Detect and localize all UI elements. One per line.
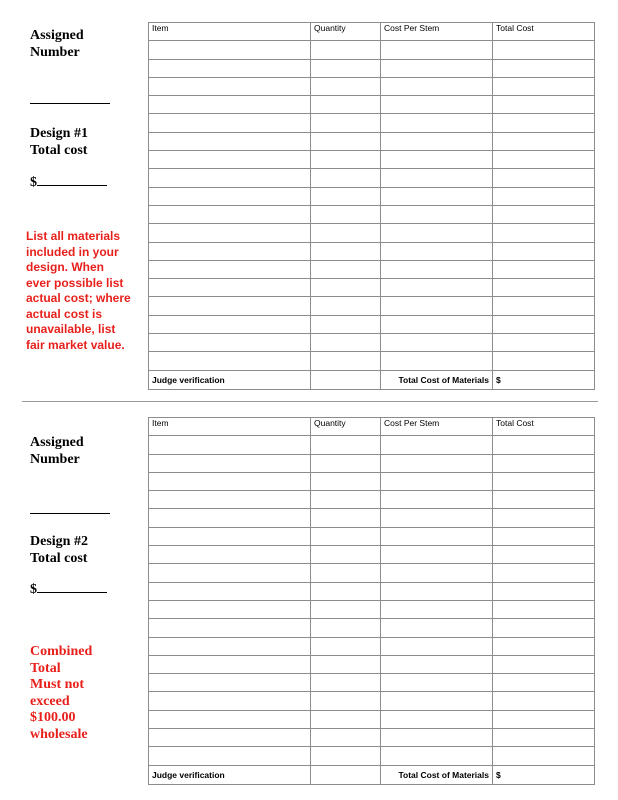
total-cost-cell[interactable] — [493, 242, 595, 260]
quantity-cell[interactable] — [311, 77, 381, 95]
total-cost-cell[interactable] — [493, 352, 595, 370]
total-cost-cell[interactable] — [493, 96, 595, 114]
quantity-cell[interactable] — [311, 527, 381, 545]
quantity-cell[interactable] — [311, 655, 381, 673]
materials-cost-table — [148, 417, 595, 785]
table-row — [149, 334, 595, 352]
judge-verification-label: Judge verification — [149, 370, 311, 389]
note-line: List all materials — [26, 229, 121, 243]
note-line: exceed — [30, 693, 70, 709]
quantity-cell[interactable] — [311, 472, 381, 490]
table-row — [149, 224, 595, 242]
total-cost-cell[interactable] — [493, 260, 595, 278]
quantity-cell[interactable] — [311, 710, 381, 728]
item-cell[interactable] — [149, 436, 311, 454]
cost-per-stem-cell[interactable] — [381, 600, 493, 618]
total-cost-cell[interactable] — [493, 509, 595, 527]
cost-per-stem-cell[interactable] — [381, 260, 493, 278]
total-cost-of-materials-value[interactable]: $ — [493, 765, 595, 784]
cost-per-stem-cell[interactable] — [381, 169, 493, 187]
item-cell[interactable] — [149, 187, 311, 205]
cost-per-stem-cell[interactable] — [381, 747, 493, 765]
assigned-number-label — [30, 27, 84, 61]
header-quantity: Quantity — [311, 418, 381, 436]
quantity-cell[interactable] — [311, 59, 381, 77]
quantity-cell[interactable] — [311, 169, 381, 187]
total-cost-cell[interactable] — [493, 674, 595, 692]
assigned-label-line-2: Number — [30, 45, 80, 60]
quantity-cell[interactable] — [311, 297, 381, 315]
item-cell[interactable] — [149, 169, 311, 187]
design-label: Design #2 — [30, 534, 88, 549]
cost-per-stem-cell[interactable] — [381, 315, 493, 333]
table-row — [149, 637, 595, 655]
header-cost-per-stem: Cost Per Stem — [381, 23, 493, 41]
table-row — [149, 352, 595, 370]
note-line: design. When — [26, 260, 104, 274]
table-footer-row — [149, 765, 595, 784]
note-line: actual cost; where — [26, 291, 131, 305]
total-cost-cell[interactable] — [493, 132, 595, 150]
total-cost-label: Total cost — [30, 143, 88, 158]
item-cell[interactable] — [149, 114, 311, 132]
total-cost-cell[interactable] — [493, 59, 595, 77]
cost-per-stem-cell[interactable] — [381, 187, 493, 205]
item-cell[interactable] — [149, 655, 311, 673]
note-line: wholesale — [30, 726, 88, 742]
cost-per-stem-cell[interactable] — [381, 509, 493, 527]
table-row — [149, 472, 595, 490]
cost-per-stem-cell[interactable] — [381, 352, 493, 370]
quantity-cell[interactable] — [311, 205, 381, 223]
cost-per-stem-cell[interactable] — [381, 224, 493, 242]
assigned-number-label — [30, 434, 84, 468]
quantity-cell[interactable] — [311, 491, 381, 509]
header-item: Item — [149, 23, 311, 41]
quantity-cell[interactable] — [311, 747, 381, 765]
table-row — [149, 747, 595, 765]
table-row — [149, 187, 595, 205]
quantity-cell[interactable] — [311, 352, 381, 370]
item-cell[interactable] — [149, 352, 311, 370]
dollar-sign: $ — [30, 175, 37, 190]
blank-line — [37, 172, 107, 186]
quantity-cell[interactable] — [311, 509, 381, 527]
assigned-label-line-1: Assigned — [30, 435, 84, 450]
cost-per-stem-cell[interactable] — [381, 546, 493, 564]
table-row — [149, 260, 595, 278]
total-cost-of-materials-label: Total Cost of Materials — [381, 370, 493, 389]
note-line: fair market value. — [26, 337, 125, 352]
cost-per-stem-cell[interactable] — [381, 151, 493, 169]
table-row — [149, 151, 595, 169]
quantity-cell[interactable] — [311, 114, 381, 132]
header-quantity: Quantity — [311, 23, 381, 41]
total-cost-cell[interactable] — [493, 169, 595, 187]
judge-verification-label: Judge verification — [149, 765, 311, 784]
item-cell[interactable] — [149, 674, 311, 692]
note-line: Must not — [30, 677, 85, 692]
total-cost-cell[interactable] — [493, 582, 595, 600]
quantity-cell[interactable] — [311, 132, 381, 150]
item-cell[interactable] — [149, 747, 311, 765]
table-row — [149, 169, 595, 187]
cost-per-stem-cell[interactable] — [381, 710, 493, 728]
quantity-cell[interactable] — [311, 582, 381, 600]
cost-per-stem-cell[interactable] — [381, 114, 493, 132]
table-row — [149, 454, 595, 472]
item-cell[interactable] — [149, 637, 311, 655]
item-cell[interactable] — [149, 491, 311, 509]
total-cost-cell[interactable] — [493, 114, 595, 132]
total-cost-of-materials-label: Total Cost of Materials — [381, 765, 493, 784]
quantity-cell[interactable] — [311, 600, 381, 618]
total-cost-cell[interactable] — [493, 619, 595, 637]
total-cost-cell[interactable] — [493, 205, 595, 223]
total-cost-cell[interactable] — [493, 747, 595, 765]
budget-limit-note — [30, 644, 92, 743]
table-header-row — [149, 23, 595, 41]
table-row — [149, 205, 595, 223]
table-row — [149, 96, 595, 114]
cost-per-stem-cell[interactable] — [381, 334, 493, 352]
quantity-cell[interactable] — [311, 546, 381, 564]
note-line: unavailable, list — [26, 322, 116, 336]
table-row — [149, 600, 595, 618]
cost-per-stem-cell[interactable] — [381, 729, 493, 747]
cost-per-stem-cell[interactable] — [381, 454, 493, 472]
table-row — [149, 491, 595, 509]
item-cell[interactable] — [149, 297, 311, 315]
note-line: included in your — [26, 244, 119, 259]
item-cell[interactable] — [149, 77, 311, 95]
item-cell[interactable] — [149, 710, 311, 728]
total-cost-cell[interactable] — [493, 315, 595, 333]
quantity-cell[interactable] — [311, 315, 381, 333]
quantity-cell[interactable] — [311, 729, 381, 747]
cost-per-stem-cell[interactable] — [381, 436, 493, 454]
cost-per-stem-cell[interactable] — [381, 582, 493, 600]
cost-per-stem-cell[interactable] — [381, 205, 493, 223]
total-cost-cell[interactable] — [493, 527, 595, 545]
total-cost-cell[interactable] — [493, 729, 595, 747]
total-cost-cell[interactable] — [493, 187, 595, 205]
dollar-sign: $ — [30, 582, 37, 597]
item-cell[interactable] — [149, 151, 311, 169]
blank-line — [37, 579, 107, 593]
note-line: ever possible list — [26, 275, 124, 290]
table-row — [149, 692, 595, 710]
note-line: Total — [30, 660, 61, 676]
header-cost-per-stem: Cost Per Stem — [381, 418, 493, 436]
design-total-blank[interactable] — [30, 579, 107, 598]
cost-per-stem-cell[interactable] — [381, 564, 493, 582]
table-row — [149, 582, 595, 600]
quantity-cell[interactable] — [311, 242, 381, 260]
cost-per-stem-cell[interactable] — [381, 297, 493, 315]
table-row — [149, 729, 595, 747]
total-cost-cell[interactable] — [493, 600, 595, 618]
assigned-number-blank[interactable] — [30, 103, 110, 104]
item-cell[interactable] — [149, 334, 311, 352]
item-cell[interactable] — [149, 454, 311, 472]
assigned-label-line-1: Assigned — [30, 28, 84, 43]
cost-per-stem-cell[interactable] — [381, 279, 493, 297]
table-row — [149, 315, 595, 333]
total-cost-cell[interactable] — [493, 77, 595, 95]
quantity-cell[interactable] — [311, 187, 381, 205]
item-cell[interactable] — [149, 132, 311, 150]
item-cell[interactable] — [149, 41, 311, 59]
materials-instruction-note — [26, 229, 131, 353]
table-row — [149, 279, 595, 297]
total-cost-label: Total cost — [30, 551, 88, 566]
item-cell[interactable] — [149, 96, 311, 114]
cost-per-stem-cell[interactable] — [381, 692, 493, 710]
design-2-section — [0, 402, 618, 800]
quantity-cell[interactable] — [311, 436, 381, 454]
total-cost-cell[interactable] — [493, 546, 595, 564]
quantity-cell[interactable] — [311, 334, 381, 352]
quantity-cell[interactable] — [311, 279, 381, 297]
cost-per-stem-cell[interactable] — [381, 491, 493, 509]
header-total-cost: Total Cost — [493, 23, 595, 41]
item-cell[interactable] — [149, 564, 311, 582]
total-cost-cell[interactable] — [493, 637, 595, 655]
note-line: Combined — [30, 644, 93, 659]
materials-cost-table — [148, 22, 595, 390]
quantity-cell[interactable] — [311, 224, 381, 242]
item-cell[interactable] — [149, 472, 311, 490]
item-cell[interactable] — [149, 260, 311, 278]
total-cost-of-materials-value[interactable]: $ — [493, 370, 595, 389]
item-cell[interactable] — [149, 527, 311, 545]
table-row — [149, 132, 595, 150]
cost-per-stem-cell[interactable] — [381, 41, 493, 59]
total-cost-cell[interactable] — [493, 655, 595, 673]
total-cost-cell[interactable] — [493, 224, 595, 242]
table-header-row — [149, 418, 595, 436]
cost-per-stem-cell[interactable] — [381, 77, 493, 95]
table-row — [149, 297, 595, 315]
table-row — [149, 546, 595, 564]
quantity-cell[interactable] — [311, 454, 381, 472]
table-row — [149, 436, 595, 454]
judge-verification-cell[interactable] — [311, 370, 381, 389]
total-cost-cell[interactable] — [493, 334, 595, 352]
item-cell[interactable] — [149, 279, 311, 297]
cost-per-stem-cell[interactable] — [381, 59, 493, 77]
table-row — [149, 655, 595, 673]
quantity-cell[interactable] — [311, 637, 381, 655]
quantity-cell[interactable] — [311, 674, 381, 692]
cost-per-stem-cell[interactable] — [381, 655, 493, 673]
cost-per-stem-cell[interactable] — [381, 472, 493, 490]
total-cost-cell[interactable] — [493, 564, 595, 582]
quantity-cell[interactable] — [311, 564, 381, 582]
assigned-number-blank[interactable] — [30, 513, 110, 514]
item-cell[interactable] — [149, 582, 311, 600]
table-row — [149, 59, 595, 77]
quantity-cell[interactable] — [311, 96, 381, 114]
total-cost-cell[interactable] — [493, 279, 595, 297]
total-cost-cell[interactable] — [493, 41, 595, 59]
item-cell[interactable] — [149, 600, 311, 618]
total-cost-cell[interactable] — [493, 710, 595, 728]
assigned-label-line-2: Number — [30, 452, 80, 467]
table-row — [149, 77, 595, 95]
design-total-blank[interactable] — [30, 172, 107, 191]
table-row — [149, 242, 595, 260]
cost-per-stem-cell[interactable] — [381, 132, 493, 150]
table-row — [149, 619, 595, 637]
total-cost-cell[interactable] — [493, 151, 595, 169]
table-row — [149, 509, 595, 527]
item-cell[interactable] — [149, 619, 311, 637]
item-cell[interactable] — [149, 224, 311, 242]
cost-per-stem-cell[interactable] — [381, 619, 493, 637]
total-cost-cell[interactable] — [493, 692, 595, 710]
cost-per-stem-cell[interactable] — [381, 96, 493, 114]
header-item: Item — [149, 418, 311, 436]
item-cell[interactable] — [149, 546, 311, 564]
item-cell[interactable] — [149, 509, 311, 527]
item-cell[interactable] — [149, 59, 311, 77]
item-cell[interactable] — [149, 692, 311, 710]
table-row — [149, 114, 595, 132]
quantity-cell[interactable] — [311, 692, 381, 710]
quantity-cell[interactable] — [311, 260, 381, 278]
item-cell[interactable] — [149, 205, 311, 223]
table-row — [149, 674, 595, 692]
table-footer-row — [149, 370, 595, 389]
item-cell[interactable] — [149, 242, 311, 260]
table-row — [149, 527, 595, 545]
quantity-cell[interactable] — [311, 41, 381, 59]
total-cost-cell[interactable] — [493, 297, 595, 315]
quantity-cell[interactable] — [311, 619, 381, 637]
note-line: actual cost is — [26, 306, 103, 321]
header-total-cost: Total Cost — [493, 418, 595, 436]
design-total-label — [30, 533, 88, 567]
table-row — [149, 564, 595, 582]
quantity-cell[interactable] — [311, 151, 381, 169]
total-cost-cell[interactable] — [493, 454, 595, 472]
total-cost-cell[interactable] — [493, 472, 595, 490]
cost-per-stem-cell[interactable] — [381, 674, 493, 692]
cost-per-stem-cell[interactable] — [381, 527, 493, 545]
item-cell[interactable] — [149, 315, 311, 333]
cost-per-stem-cell[interactable] — [381, 637, 493, 655]
cost-per-stem-cell[interactable] — [381, 242, 493, 260]
design-label: Design #1 — [30, 126, 88, 141]
total-cost-cell[interactable] — [493, 436, 595, 454]
note-line: $100.00 — [30, 710, 76, 725]
table-row — [149, 710, 595, 728]
table-row — [149, 41, 595, 59]
item-cell[interactable] — [149, 729, 311, 747]
design-total-label — [30, 125, 88, 159]
judge-verification-cell[interactable] — [311, 765, 381, 784]
total-cost-cell[interactable] — [493, 491, 595, 509]
